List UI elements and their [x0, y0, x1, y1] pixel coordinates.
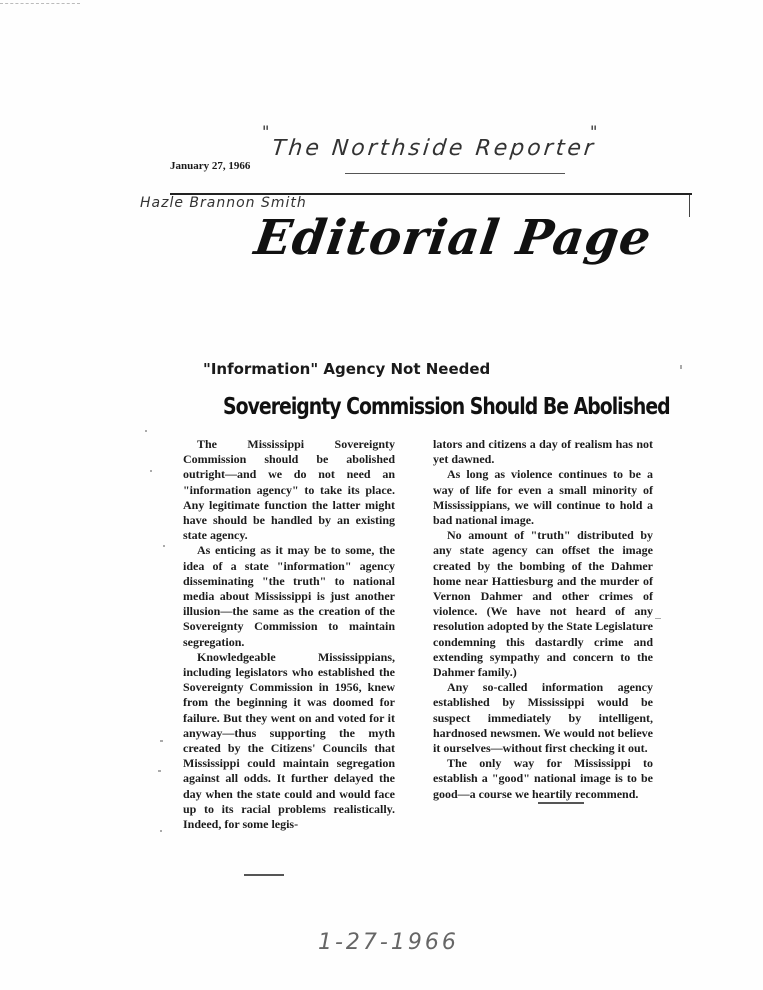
- scan-speck: [655, 618, 661, 619]
- scan-edge-mark: [0, 3, 80, 4]
- scan-speck: [150, 470, 152, 472]
- paragraph: Knowledgeable Mississippians, including legislators who established the Sovereignty Commission in 1956, knew from the beginning it was doomed for failure. But they went on and voted for it anyway—thus supporting the myth created by the Citizens' Councils that Mississippi could maintain segregation against all odds. It further delayed the day when the state could and would face up to its racial problems realistically. Indeed, for some legis-: [183, 649, 395, 832]
- paragraph: The Mississippi Sovereignty Commission should be abolished outright—and we do not need an "information agency" to take its place. Any legitimate function the latter might have should be handled by an existing state agency.: [183, 437, 395, 543]
- handwritten-archive-date: 1-27-1966: [318, 930, 459, 955]
- paragraph: Any so-called information agency established by Mississippi would be suspect immediately by intelligent, hardnosed newsmen. We would not believe it ourselves—without first checking it out.: [433, 680, 653, 756]
- handwritten-quote-right: ": [590, 122, 598, 141]
- paragraph: The only way for Mississippi to establish a "good" national image is to be good—a course we heartily recommend.: [433, 756, 653, 801]
- publication-underline: [345, 173, 565, 174]
- inline-dash-scribble: [538, 802, 584, 804]
- scan-speck: [160, 740, 163, 742]
- scan-speck: [145, 430, 147, 432]
- article-column-2: [433, 437, 653, 802]
- masthead-title: Editorial Page: [251, 210, 656, 266]
- paragraph-continued: lators and citizens a day of realism has not yet dawned.: [433, 437, 653, 467]
- paragraph: No amount of "truth" distributed by any state agency can offset the image created by the bombing of the Dahmer home near Hattiesburg and the murder of Vernon Dahmer and other crimes of violence. (We have not heard of any resolution adopted by the State Legislature condemning this dastardly crime and extending sympathy and concern to the Dahmer family.): [433, 528, 653, 680]
- scan-speck: [680, 365, 682, 369]
- handwritten-publication-name: The Northside Reporter: [270, 136, 598, 161]
- masthead-rule-tick: [689, 195, 690, 217]
- article-headline: Sovereignty Commission Should Be Abolished: [223, 394, 670, 420]
- article-column-1: [183, 437, 395, 832]
- handwritten-quote-left: ": [262, 122, 270, 141]
- scan-speck: [160, 830, 162, 832]
- paragraph: As long as violence continues to be a way of life for even a small minority of Mississippians, we will continue to hold a bad national image.: [433, 467, 653, 528]
- scan-speck: [158, 770, 161, 772]
- end-mark-scribble: [244, 874, 284, 876]
- article-kicker: "Information" Agency Not Needed: [203, 360, 491, 378]
- issue-date: January 27, 1966: [170, 160, 251, 172]
- handwritten-author-name: Hazle Brannon Smith: [140, 195, 307, 211]
- scan-speck: [163, 545, 165, 547]
- paragraph: As enticing as it may be to some, the idea of a state "information" agency disseminating "the truth" to national media about Mississippi is just another illusion—the same as the creation of the Sovereignty Commission to maintain segregation.: [183, 543, 395, 649]
